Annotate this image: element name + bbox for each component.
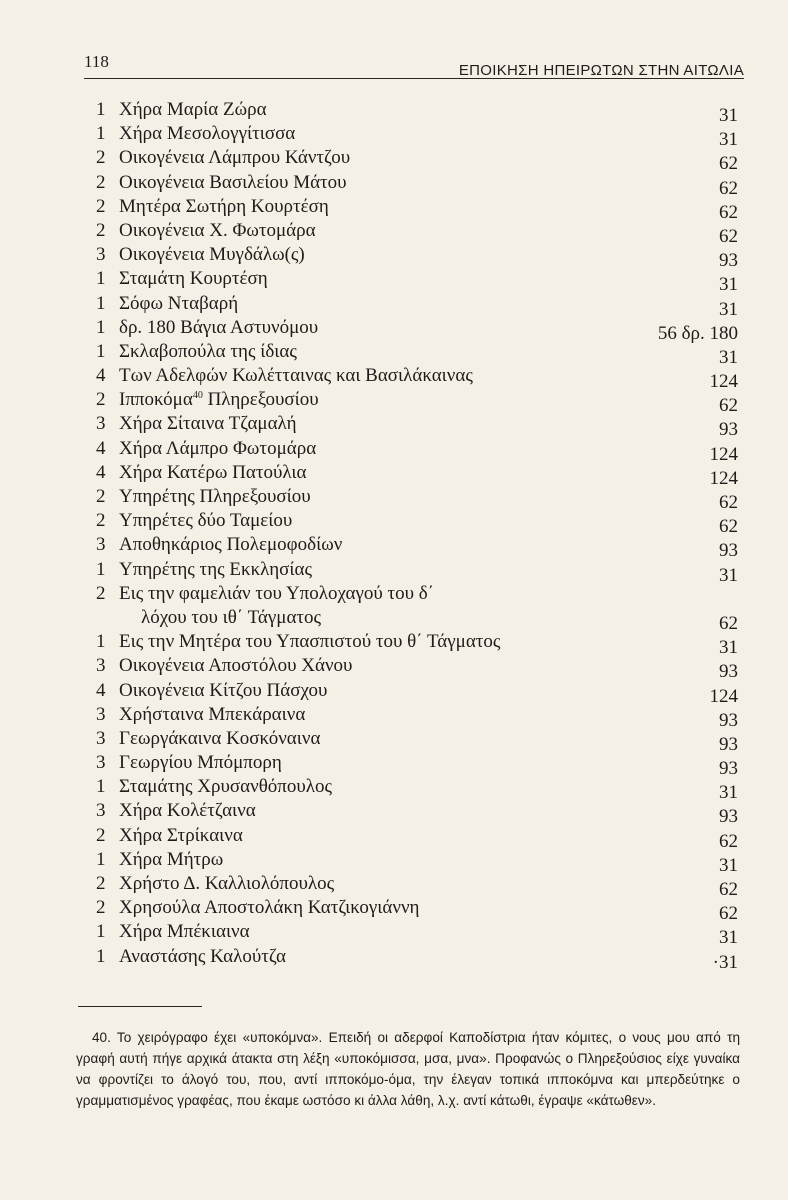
list-item [96, 437, 738, 465]
list-item [96, 98, 738, 126]
entry-name [119, 340, 297, 364]
entry-amount: 62 [719, 201, 738, 223]
entry-name-text: Υπηρέτες δύο Ταμείου [119, 510, 293, 532]
entry-amount: 93 [719, 709, 738, 731]
entry-amount: 93 [719, 419, 738, 441]
entry-name-text: Οικογένεια Κίτζου Πάσχου [119, 679, 328, 701]
entry-count: 3 [96, 800, 106, 822]
entry-amount: 31 [719, 854, 738, 876]
list-item [96, 824, 738, 852]
entry-count: 1 [96, 316, 106, 338]
entry-amount: ·31 [712, 951, 738, 973]
entry-name-text: Ιπποκόμα [119, 389, 193, 411]
entry-count: 3 [96, 413, 106, 435]
footnote [76, 1027, 740, 1111]
entry-amount: 62 [719, 225, 738, 247]
entry-name [119, 146, 350, 170]
entry-name-text: Εις την Μητέρα του Υπασπιστού του θ΄ Τάγματος [119, 631, 501, 653]
footnote-divider [78, 1006, 202, 1007]
entry-name-text: Σόφω Νταβαρή [119, 292, 239, 314]
entry-name [119, 292, 238, 316]
entry-name-text: Χρησούλα Αποστολάκη Κατζικογιάννη [119, 897, 420, 919]
entry-name-text: Γεωργάκαινα Κοσκόναινα [119, 727, 321, 749]
entry-amount: 124 [709, 467, 738, 489]
entry-name [119, 509, 292, 533]
footnote-number: 40. [92, 1030, 111, 1045]
entry-count: 2 [96, 389, 106, 411]
entry-count: 2 [96, 171, 106, 193]
entry-name [119, 920, 250, 944]
list-item [96, 751, 738, 780]
entry-name [119, 171, 347, 195]
entry-name-text: Χρήστο Δ. Καλλιολόπουλος [119, 873, 335, 895]
entry-name-text: Οικογένεια Χ. Φωτομάρα [119, 219, 316, 241]
list-item [96, 848, 738, 876]
entry-amount: 62 [719, 903, 738, 925]
list-item [96, 243, 738, 272]
entry-amount: 62 [719, 516, 738, 538]
entry-amount: 31 [719, 274, 738, 296]
list-item [96, 146, 738, 175]
entry-name [119, 243, 305, 267]
entry-name [119, 364, 473, 388]
entry-name [119, 122, 295, 146]
entry-name [119, 945, 286, 969]
entry-count: 2 [96, 510, 106, 532]
entry-name [119, 824, 243, 848]
entry-name-continuation: λόχου του ιθ΄ Τάγματος [141, 606, 322, 628]
entry-count: 1 [96, 921, 106, 943]
page-number: 118 [84, 52, 109, 71]
entry-count: 1 [96, 292, 106, 314]
entry-count: 1 [96, 99, 106, 120]
list-item [96, 703, 738, 731]
list-item [96, 896, 738, 925]
list-item [96, 412, 738, 441]
entry-name [119, 437, 316, 461]
entry-name-text: Οικογένεια Μυγδάλω(ς) [119, 244, 305, 266]
entry-count: 2 [96, 824, 106, 846]
entry-name-text: Εις την φαμελιάν του Υπολοχαγού του δ΄ [119, 582, 435, 604]
entry-amount: 31 [719, 129, 738, 151]
entry-count: 1 [96, 631, 106, 653]
entry-amount: 124 [709, 371, 738, 393]
entry-count: 3 [96, 727, 106, 749]
entry-name-text: Οικογένεια Αποστόλου Χάνου [119, 655, 353, 677]
list-item [96, 727, 738, 755]
entry-amount: 93 [719, 661, 738, 683]
entry-name [119, 630, 500, 654]
entry-name-text: Χήρα Στρίκαινα [119, 824, 243, 846]
entry-name [119, 582, 434, 630]
list-item [96, 122, 738, 151]
entry-amount: 31 [719, 782, 738, 804]
entry-count: 4 [96, 461, 106, 483]
entry-amount: 31 [719, 105, 738, 126]
entry-count: 4 [96, 437, 106, 459]
list-item [96, 364, 738, 393]
entry-name-text: Υπηρέτης της Εκκλησίας [119, 558, 312, 580]
entry-name [119, 219, 316, 243]
entry-count: 3 [96, 752, 106, 774]
entry-amount: 31 [719, 298, 738, 320]
entry-name-text: δρ. 180 Βάγια Αστυνόμου [119, 316, 319, 338]
entry-name [119, 703, 305, 727]
entry-count: 2 [96, 582, 106, 604]
entry-count: 2 [96, 897, 106, 919]
list-item [96, 195, 738, 223]
list-item [96, 267, 738, 296]
entry-name [119, 654, 352, 678]
entry-name-text: Των Αδελφών Κωλέτταινας και Βασιλάκαινας [119, 365, 473, 387]
entry-name-text: Χήρα Κολέτζαινα [119, 800, 256, 822]
entry-amount: 124 [709, 443, 738, 465]
entry-amount: 31 [719, 637, 738, 659]
entry-count: 3 [96, 703, 106, 725]
entry-name-text: Πληρεξουσίου [202, 389, 319, 411]
entry-name-text: Χρήσταινα Μπεκάραινα [119, 703, 306, 725]
entry-name-text: Χήρα Μαρία Ζώρα [119, 99, 267, 120]
entry-name-text: Οικογένεια Λάμπρου Κάντζου [119, 147, 351, 169]
entry-name [119, 98, 267, 122]
entry-count: 2 [96, 147, 106, 169]
entry-count: 1 [96, 945, 106, 967]
running-title: ΕΠΟΙΚΗΣΗ ΗΠΕΙΡΩΤΩΝ ΣΤΗΝ ΑΙΤΩΛΙΑ [458, 62, 744, 79]
entry-name [119, 412, 297, 436]
list-item [96, 582, 738, 634]
entry-name-text: Χήρα Μήτρω [119, 848, 224, 870]
entry-count: 1 [96, 776, 106, 798]
entry-count: 4 [96, 365, 106, 387]
entry-name [119, 195, 329, 219]
entry-name-text: Υπηρέτης Πληρεξουσίου [119, 486, 311, 507]
entry-name [119, 388, 319, 412]
entry-amount: 62 [719, 830, 738, 852]
entry-name [119, 461, 306, 485]
list-item [96, 920, 738, 949]
entry-name-text: Χήρα Μεσολογγίτισσα [119, 123, 296, 145]
entry-name [119, 872, 334, 896]
entry-count: 4 [96, 679, 106, 701]
list-item [96, 316, 738, 344]
entry-amount: 62 [719, 395, 738, 417]
entry-count: 2 [96, 873, 106, 895]
entry-count: 2 [96, 195, 106, 217]
list-item [96, 219, 738, 247]
list-item [96, 509, 738, 538]
entry-name [119, 533, 342, 557]
entry-name [119, 896, 419, 920]
list-item [96, 654, 738, 683]
entry-amount: 93 [719, 806, 738, 828]
list-item [96, 945, 738, 973]
list-item [96, 292, 738, 320]
entry-name [119, 799, 256, 823]
page-header [84, 50, 744, 79]
list-item [96, 799, 738, 828]
entry-name-text: Σταμάτη Κουρτέση [119, 268, 268, 290]
list-item [96, 775, 738, 804]
list-item [96, 171, 738, 199]
entry-amount: 62 [719, 879, 738, 901]
list-item [96, 533, 738, 562]
entry-count: 3 [96, 534, 106, 556]
entry-count: 1 [96, 268, 106, 290]
entry-amount: 31 [719, 927, 738, 949]
entry-count: 1 [96, 558, 106, 580]
entry-count: 1 [96, 123, 106, 145]
entry-amount: 62 [719, 153, 738, 175]
entry-name-text: Σκλαβοπούλα της ίδιας [119, 340, 297, 362]
entry-amount: 93 [719, 250, 738, 272]
entries-list [96, 98, 738, 973]
entry-amount: 62 [719, 612, 738, 634]
entry-amount: 56 δρ. 180 [657, 322, 738, 344]
entry-count: 3 [96, 655, 106, 677]
entry-count: 2 [96, 219, 106, 241]
entry-amount: 31 [719, 564, 738, 586]
entry-name [119, 727, 320, 751]
entry-amount: 62 [719, 177, 738, 199]
footnote-text: Το χειρόγραφο έχει «υποκόμνα». Επειδή οι αδερφοί Καποδίστρια ήταν κόμιτες, ο νους μου από τη γραφή αυτή πήγε αρχικά άτακτα στη λέξη «υποκόμισσα, μσα, μνα». Προφανώς ο Πληρεξούσιος είχε γυναίκα να φροντίζει το άλογό του, που, αντί ιπποκόμο-όμα, την έλεγαν τοπικά ιπποκόμνα και μπερδεύτηκε ο γραμματισμένος γραφέας, που έκαμε ωστόσο κι άλλα λάθη, λ.χ. αντί κάτωθι, έγραψε «κάτωθεν». [76, 1030, 741, 1108]
entry-amount: 31 [719, 346, 738, 368]
entry-name [119, 679, 327, 703]
entry-name [119, 316, 318, 340]
list-item [96, 872, 738, 901]
list-item [96, 461, 738, 489]
entry-name-text: Αποθηκάριος Πολεμοφοδίων [119, 534, 343, 556]
entry-name-text: Χήρα Κατέρω Πατούλια [119, 461, 307, 483]
entry-amount: 62 [719, 492, 738, 513]
list-item [96, 558, 738, 586]
entry-count: 2 [96, 486, 106, 507]
entry-amount: 124 [709, 685, 738, 707]
entry-amount: 93 [719, 540, 738, 562]
entry-name-text: Χήρα Μπέκιαινα [119, 921, 250, 943]
entry-name [119, 267, 268, 291]
entry-name [119, 751, 282, 775]
entry-name-text: Μητέρα Σωτήρη Κουρτέση [119, 195, 329, 217]
entry-count: 3 [96, 244, 106, 266]
entry-count: 1 [96, 340, 106, 362]
entry-name-text: Χήρα Σίταινα Τζαμαλή [119, 413, 297, 435]
entry-name [119, 558, 312, 582]
entry-name [119, 775, 332, 799]
entry-amount: 93 [719, 758, 738, 780]
entry-amount: 93 [719, 733, 738, 755]
entry-count: 1 [96, 848, 106, 870]
list-item [96, 485, 738, 513]
entry-name-text: Γεωργίου Μπόμπορη [119, 752, 282, 774]
list-item [96, 340, 738, 368]
entry-name-text: Χήρα Λάμπρο Φωτομάρα [119, 437, 317, 459]
list-item [96, 388, 738, 417]
entry-name-text: Οικογένεια Βασιλείου Μάτου [119, 171, 347, 193]
entry-name [119, 485, 311, 509]
list-item [96, 630, 738, 659]
entry-name-text: Αναστάσης Καλούτζα [119, 945, 287, 967]
entry-name [119, 848, 223, 872]
entry-name-text: Σταμάτης Χρυσανθόπουλος [119, 776, 333, 798]
list-item [96, 679, 738, 707]
footnote-reference: 40 [192, 390, 203, 402]
